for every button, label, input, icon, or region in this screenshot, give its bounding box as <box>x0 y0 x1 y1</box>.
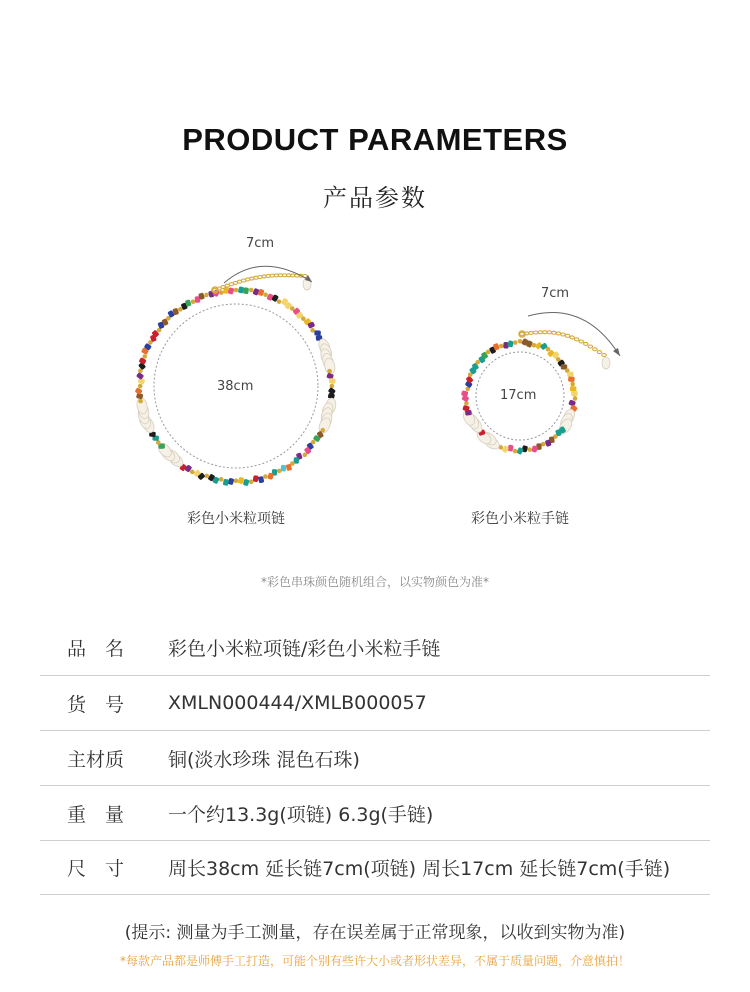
stone-bead <box>568 376 575 382</box>
page-title-cn: 产品参数 <box>323 184 427 212</box>
chain-link <box>520 333 524 336</box>
necklace-caption: 彩色小米粒项链 <box>187 511 285 527</box>
arrow-head <box>613 348 620 356</box>
chain-link <box>579 340 583 343</box>
chain-link <box>565 334 569 337</box>
chain-link <box>574 338 578 341</box>
spec-key-size: 尺 寸 <box>67 858 125 880</box>
chain-link <box>593 348 597 351</box>
bracelet-extension-label: 7cm <box>541 286 570 301</box>
gold-bead <box>518 339 523 344</box>
bracelet-circumference-label: 17cm <box>500 388 537 403</box>
spec-value-weight: 一个约13.3g(项链) 6.3g(手链) <box>168 803 434 826</box>
stone-bead <box>571 391 578 396</box>
chain-link <box>556 332 560 335</box>
spec-row <box>40 620 710 675</box>
stone-bead <box>570 386 576 391</box>
stone-bead <box>567 372 574 378</box>
chain-link <box>533 331 537 334</box>
spec-key-name: 品 名 <box>67 638 125 660</box>
stone-bead <box>507 340 513 347</box>
gold-bead <box>513 340 518 345</box>
necklace-extension-label: 7cm <box>246 236 275 251</box>
chain-link <box>588 345 592 348</box>
chain-link <box>597 351 601 354</box>
spec-key-weight: 重 量 <box>67 803 125 826</box>
gold-bead <box>475 360 480 365</box>
spec-key-material: 主材质 <box>67 748 125 771</box>
pearl-drop <box>602 357 610 369</box>
page-title-en: PRODUCT PARAMETERS <box>182 122 568 157</box>
chain-link <box>602 354 606 357</box>
spec-value-name: 彩色小米粒项链/彩色小米粒手链 <box>168 638 441 660</box>
spec-row <box>40 785 710 840</box>
chain-link <box>570 336 574 339</box>
spec-key-sku: 货 号 <box>67 693 125 716</box>
chain-link <box>529 331 533 334</box>
spec-value-material: 铜(淡水珍珠 混色石珠) <box>168 748 360 771</box>
handmade-warning: *每款产品都是师傅手工打造，可能个别有些许大小或者形状差异，不属于质量问题，介意慎拍！ <box>119 954 630 968</box>
chain-link <box>543 331 547 334</box>
gold-bead <box>570 382 575 387</box>
color-disclaimer: *彩色串珠颜色随机组合，以实物颜色为准* <box>260 575 489 589</box>
chain-link <box>584 342 588 345</box>
gold-bead <box>486 350 491 355</box>
chain-link <box>547 331 551 334</box>
chain-link <box>552 331 556 334</box>
extension-arrow <box>528 312 620 356</box>
spec-row <box>40 730 710 785</box>
spec-table <box>40 620 710 895</box>
gold-bead <box>527 447 532 452</box>
necklace-circumference-label: 38cm <box>217 379 254 394</box>
spec-row <box>40 675 710 730</box>
chain-link <box>561 333 565 336</box>
spec-value-size: 周长38cm 延长链7cm(项链) 周长17cm 延长链7cm(手链) <box>168 858 671 880</box>
chain-link <box>538 331 542 334</box>
measurement-tip: (提示: 测量为手工测量，存在误差属于正常现象，以收到实物为准) <box>124 923 626 943</box>
gold-bead <box>546 347 551 352</box>
spec-row <box>40 840 710 895</box>
gold-bead <box>513 449 518 454</box>
stone-bead <box>461 390 468 396</box>
bracelet-caption: 彩色小米粒手链 <box>471 511 569 527</box>
gold-bead <box>573 396 578 401</box>
spec-value-sku: XMLN000444/XMLB000057 <box>168 692 427 714</box>
gold-bead <box>499 344 504 349</box>
